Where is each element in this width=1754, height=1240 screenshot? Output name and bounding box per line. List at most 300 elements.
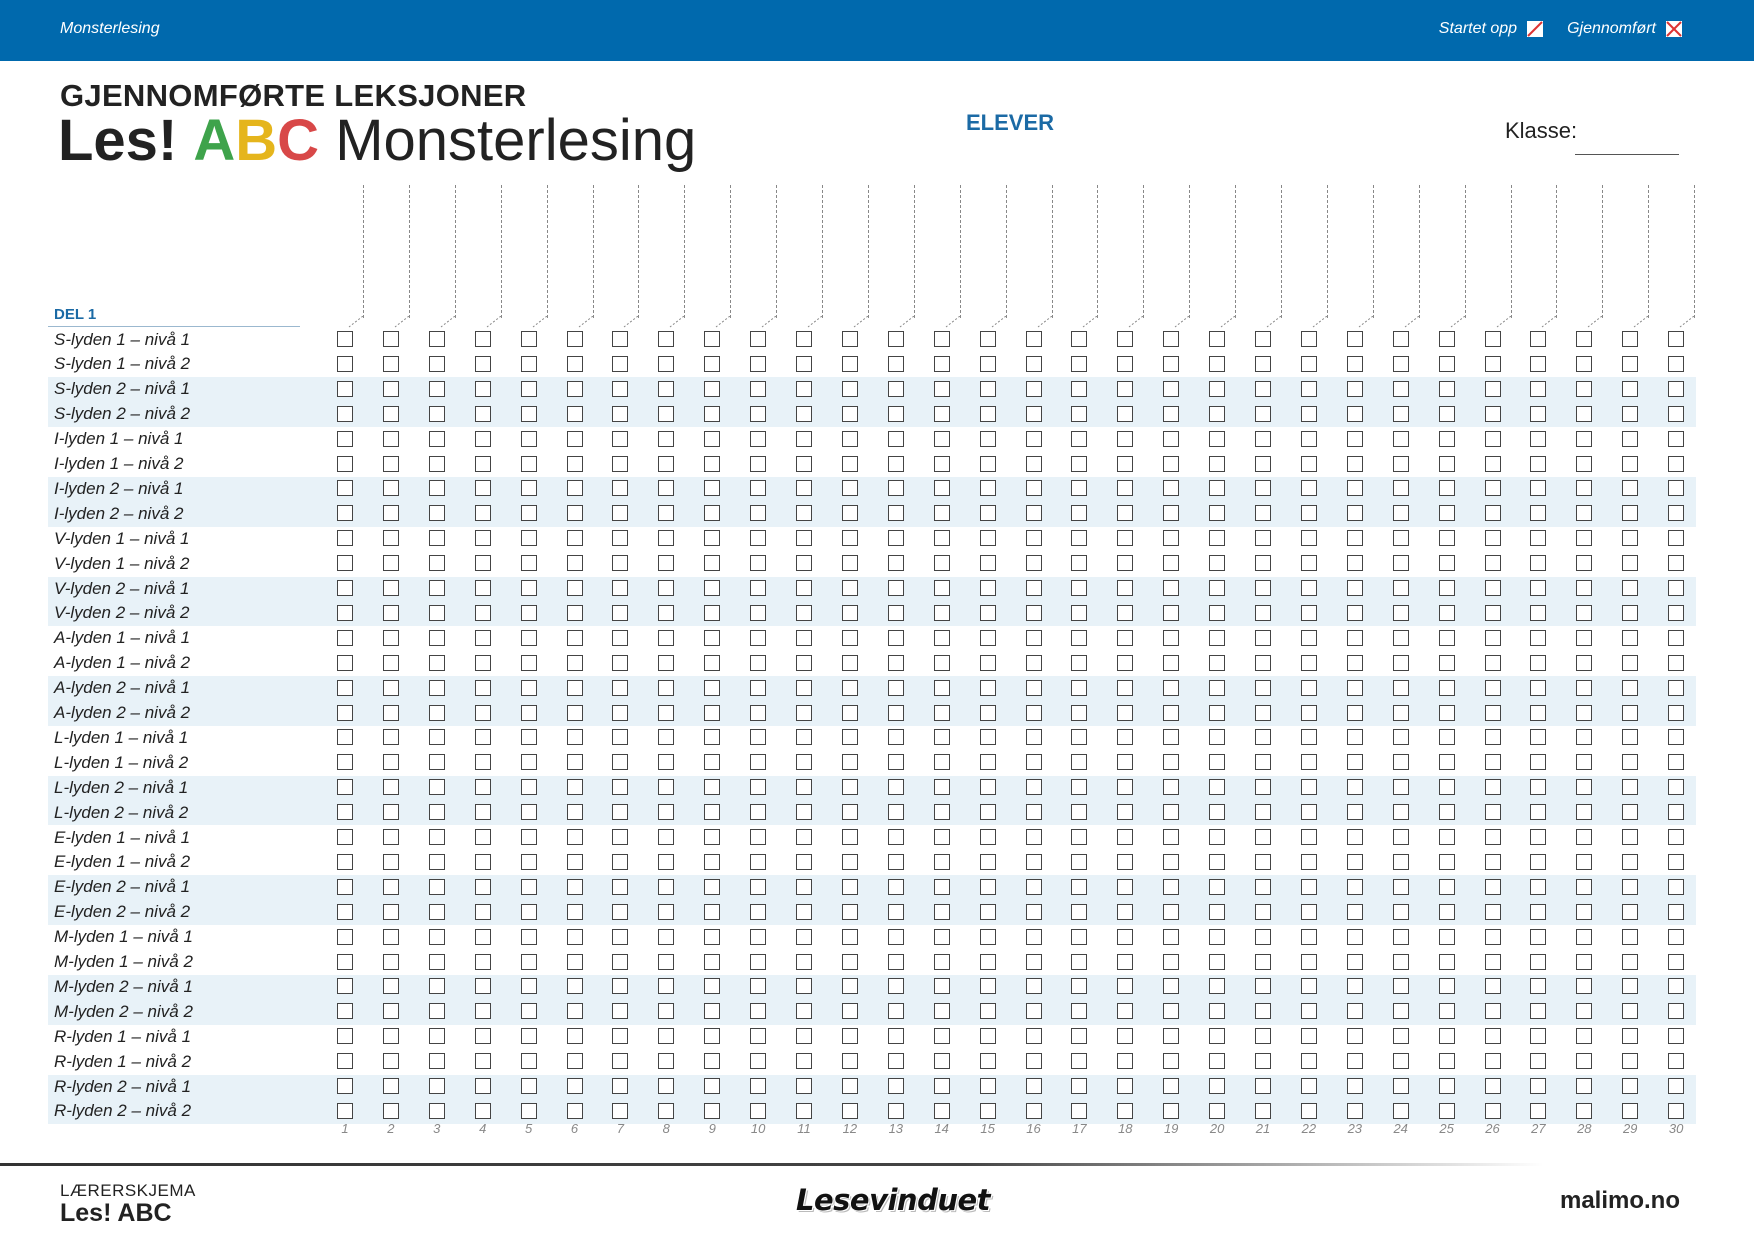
lesson-checkbox[interactable] — [750, 530, 766, 546]
lesson-checkbox[interactable] — [612, 406, 628, 422]
lesson-checkbox[interactable] — [1622, 381, 1638, 397]
lesson-checkbox[interactable] — [1530, 1028, 1546, 1044]
lesson-checkbox[interactable] — [934, 1003, 950, 1019]
lesson-checkbox[interactable] — [1117, 904, 1133, 920]
lesson-checkbox[interactable] — [1026, 729, 1042, 745]
lesson-checkbox[interactable] — [567, 530, 583, 546]
lesson-checkbox[interactable] — [1071, 705, 1087, 721]
lesson-checkbox[interactable] — [980, 655, 996, 671]
lesson-checkbox[interactable] — [888, 406, 904, 422]
lesson-checkbox[interactable] — [1530, 1078, 1546, 1094]
lesson-checkbox[interactable] — [1576, 829, 1592, 845]
lesson-checkbox[interactable] — [521, 505, 537, 521]
lesson-checkbox[interactable] — [1255, 705, 1271, 721]
lesson-checkbox[interactable] — [1439, 1053, 1455, 1069]
lesson-checkbox[interactable] — [475, 754, 491, 770]
lesson-checkbox[interactable] — [842, 705, 858, 721]
lesson-checkbox[interactable] — [1117, 655, 1133, 671]
lesson-checkbox[interactable] — [1393, 1053, 1409, 1069]
lesson-checkbox[interactable] — [1255, 580, 1271, 596]
lesson-checkbox[interactable] — [1576, 729, 1592, 745]
lesson-checkbox[interactable] — [1530, 530, 1546, 546]
lesson-checkbox[interactable] — [704, 779, 720, 795]
lesson-checkbox[interactable] — [658, 331, 674, 347]
lesson-checkbox[interactable] — [842, 754, 858, 770]
lesson-checkbox[interactable] — [383, 1003, 399, 1019]
lesson-checkbox[interactable] — [934, 655, 950, 671]
lesson-checkbox[interactable] — [1530, 480, 1546, 496]
lesson-checkbox[interactable] — [658, 630, 674, 646]
lesson-checkbox[interactable] — [1347, 580, 1363, 596]
lesson-checkbox[interactable] — [980, 680, 996, 696]
lesson-checkbox[interactable] — [1668, 630, 1684, 646]
lesson-checkbox[interactable] — [704, 381, 720, 397]
lesson-checkbox[interactable] — [429, 1078, 445, 1094]
lesson-checkbox[interactable] — [1117, 978, 1133, 994]
lesson-checkbox[interactable] — [1576, 431, 1592, 447]
lesson-checkbox[interactable] — [475, 605, 491, 621]
lesson-checkbox[interactable] — [796, 356, 812, 372]
lesson-checkbox[interactable] — [796, 480, 812, 496]
lesson-checkbox[interactable] — [1622, 431, 1638, 447]
lesson-checkbox[interactable] — [1485, 705, 1501, 721]
lesson-checkbox[interactable] — [1026, 929, 1042, 945]
lesson-checkbox[interactable] — [521, 655, 537, 671]
lesson-checkbox[interactable] — [1255, 431, 1271, 447]
lesson-checkbox[interactable] — [980, 331, 996, 347]
lesson-checkbox[interactable] — [1393, 1078, 1409, 1094]
lesson-checkbox[interactable] — [1163, 530, 1179, 546]
lesson-checkbox[interactable] — [1255, 480, 1271, 496]
lesson-checkbox[interactable] — [842, 680, 858, 696]
lesson-checkbox[interactable] — [704, 655, 720, 671]
lesson-checkbox[interactable] — [1163, 580, 1179, 596]
lesson-checkbox[interactable] — [1163, 1028, 1179, 1044]
lesson-checkbox[interactable] — [1255, 605, 1271, 621]
lesson-checkbox[interactable] — [888, 456, 904, 472]
lesson-checkbox[interactable] — [612, 630, 628, 646]
lesson-checkbox[interactable] — [842, 929, 858, 945]
lesson-checkbox[interactable] — [475, 854, 491, 870]
lesson-checkbox[interactable] — [567, 1053, 583, 1069]
lesson-checkbox[interactable] — [1393, 630, 1409, 646]
lesson-checkbox[interactable] — [1439, 605, 1455, 621]
lesson-checkbox[interactable] — [612, 530, 628, 546]
lesson-checkbox[interactable] — [1485, 505, 1501, 521]
lesson-checkbox[interactable] — [475, 1078, 491, 1094]
lesson-checkbox[interactable] — [1622, 480, 1638, 496]
lesson-checkbox[interactable] — [704, 879, 720, 895]
lesson-checkbox[interactable] — [567, 705, 583, 721]
lesson-checkbox[interactable] — [1071, 1028, 1087, 1044]
lesson-checkbox[interactable] — [1530, 754, 1546, 770]
lesson-checkbox[interactable] — [796, 705, 812, 721]
lesson-checkbox[interactable] — [750, 456, 766, 472]
lesson-checkbox[interactable] — [521, 555, 537, 571]
lesson-checkbox[interactable] — [842, 1103, 858, 1119]
lesson-checkbox[interactable] — [1117, 804, 1133, 820]
lesson-checkbox[interactable] — [1393, 580, 1409, 596]
lesson-checkbox[interactable] — [1393, 954, 1409, 970]
lesson-checkbox[interactable] — [567, 978, 583, 994]
lesson-checkbox[interactable] — [429, 655, 445, 671]
lesson-checkbox[interactable] — [1117, 1003, 1133, 1019]
lesson-checkbox[interactable] — [1622, 729, 1638, 745]
lesson-checkbox[interactable] — [1255, 904, 1271, 920]
lesson-checkbox[interactable] — [1163, 680, 1179, 696]
lesson-checkbox[interactable] — [1117, 605, 1133, 621]
lesson-checkbox[interactable] — [1301, 680, 1317, 696]
lesson-checkbox[interactable] — [567, 779, 583, 795]
lesson-checkbox[interactable] — [1301, 480, 1317, 496]
lesson-checkbox[interactable] — [567, 655, 583, 671]
lesson-checkbox[interactable] — [1485, 879, 1501, 895]
lesson-checkbox[interactable] — [980, 555, 996, 571]
lesson-checkbox[interactable] — [383, 954, 399, 970]
lesson-checkbox[interactable] — [1576, 804, 1592, 820]
lesson-checkbox[interactable] — [337, 580, 353, 596]
lesson-checkbox[interactable] — [1301, 754, 1317, 770]
lesson-checkbox[interactable] — [704, 480, 720, 496]
lesson-checkbox[interactable] — [1026, 356, 1042, 372]
lesson-checkbox[interactable] — [1026, 505, 1042, 521]
lesson-checkbox[interactable] — [1301, 431, 1317, 447]
lesson-checkbox[interactable] — [1026, 605, 1042, 621]
lesson-checkbox[interactable] — [888, 1078, 904, 1094]
lesson-checkbox[interactable] — [1668, 456, 1684, 472]
lesson-checkbox[interactable] — [934, 1078, 950, 1094]
lesson-checkbox[interactable] — [934, 555, 950, 571]
lesson-checkbox[interactable] — [1071, 456, 1087, 472]
lesson-checkbox[interactable] — [1485, 1053, 1501, 1069]
lesson-checkbox[interactable] — [1439, 431, 1455, 447]
lesson-checkbox[interactable] — [1576, 331, 1592, 347]
lesson-checkbox[interactable] — [1485, 929, 1501, 945]
lesson-checkbox[interactable] — [1485, 854, 1501, 870]
lesson-checkbox[interactable] — [1117, 1078, 1133, 1094]
lesson-checkbox[interactable] — [1393, 555, 1409, 571]
lesson-checkbox[interactable] — [429, 505, 445, 521]
lesson-checkbox[interactable] — [1485, 904, 1501, 920]
lesson-checkbox[interactable] — [521, 381, 537, 397]
lesson-checkbox[interactable] — [1485, 1103, 1501, 1119]
lesson-checkbox[interactable] — [750, 680, 766, 696]
lesson-checkbox[interactable] — [1347, 705, 1363, 721]
lesson-checkbox[interactable] — [429, 978, 445, 994]
lesson-checkbox[interactable] — [704, 680, 720, 696]
lesson-checkbox[interactable] — [567, 804, 583, 820]
lesson-checkbox[interactable] — [1393, 655, 1409, 671]
lesson-checkbox[interactable] — [1347, 431, 1363, 447]
lesson-checkbox[interactable] — [1393, 804, 1409, 820]
lesson-checkbox[interactable] — [1209, 854, 1225, 870]
lesson-checkbox[interactable] — [521, 954, 537, 970]
lesson-checkbox[interactable] — [1668, 854, 1684, 870]
lesson-checkbox[interactable] — [1163, 555, 1179, 571]
lesson-checkbox[interactable] — [521, 605, 537, 621]
lesson-checkbox[interactable] — [1117, 555, 1133, 571]
lesson-checkbox[interactable] — [1576, 1078, 1592, 1094]
lesson-checkbox[interactable] — [521, 879, 537, 895]
lesson-checkbox[interactable] — [1255, 954, 1271, 970]
lesson-checkbox[interactable] — [1301, 954, 1317, 970]
lesson-checkbox[interactable] — [1668, 1103, 1684, 1119]
lesson-checkbox[interactable] — [1393, 754, 1409, 770]
lesson-checkbox[interactable] — [796, 854, 812, 870]
lesson-checkbox[interactable] — [1255, 1028, 1271, 1044]
lesson-checkbox[interactable] — [337, 655, 353, 671]
lesson-checkbox[interactable] — [567, 1003, 583, 1019]
lesson-checkbox[interactable] — [1209, 904, 1225, 920]
lesson-checkbox[interactable] — [1622, 456, 1638, 472]
lesson-checkbox[interactable] — [1163, 929, 1179, 945]
lesson-checkbox[interactable] — [1622, 904, 1638, 920]
lesson-checkbox[interactable] — [796, 555, 812, 571]
lesson-checkbox[interactable] — [1117, 630, 1133, 646]
lesson-checkbox[interactable] — [1530, 630, 1546, 646]
lesson-checkbox[interactable] — [1622, 1003, 1638, 1019]
lesson-checkbox[interactable] — [383, 729, 399, 745]
lesson-checkbox[interactable] — [521, 680, 537, 696]
lesson-checkbox[interactable] — [612, 655, 628, 671]
lesson-checkbox[interactable] — [1576, 954, 1592, 970]
lesson-checkbox[interactable] — [612, 705, 628, 721]
lesson-checkbox[interactable] — [1209, 1103, 1225, 1119]
lesson-checkbox[interactable] — [934, 779, 950, 795]
lesson-checkbox[interactable] — [1163, 854, 1179, 870]
lesson-checkbox[interactable] — [1393, 779, 1409, 795]
lesson-checkbox[interactable] — [612, 729, 628, 745]
lesson-checkbox[interactable] — [1117, 1053, 1133, 1069]
lesson-checkbox[interactable] — [842, 729, 858, 745]
lesson-checkbox[interactable] — [383, 580, 399, 596]
lesson-checkbox[interactable] — [1255, 456, 1271, 472]
lesson-checkbox[interactable] — [475, 680, 491, 696]
lesson-checkbox[interactable] — [1026, 1103, 1042, 1119]
lesson-checkbox[interactable] — [1209, 605, 1225, 621]
lesson-checkbox[interactable] — [750, 779, 766, 795]
lesson-checkbox[interactable] — [658, 854, 674, 870]
lesson-checkbox[interactable] — [934, 456, 950, 472]
lesson-checkbox[interactable] — [567, 954, 583, 970]
lesson-checkbox[interactable] — [796, 879, 812, 895]
lesson-checkbox[interactable] — [1485, 630, 1501, 646]
lesson-checkbox[interactable] — [934, 406, 950, 422]
lesson-checkbox[interactable] — [796, 580, 812, 596]
lesson-checkbox[interactable] — [383, 680, 399, 696]
lesson-checkbox[interactable] — [888, 729, 904, 745]
lesson-checkbox[interactable] — [704, 729, 720, 745]
lesson-checkbox[interactable] — [383, 505, 399, 521]
lesson-checkbox[interactable] — [1255, 406, 1271, 422]
lesson-checkbox[interactable] — [796, 804, 812, 820]
lesson-checkbox[interactable] — [612, 1028, 628, 1044]
lesson-checkbox[interactable] — [1163, 406, 1179, 422]
lesson-checkbox[interactable] — [1163, 655, 1179, 671]
lesson-checkbox[interactable] — [1439, 555, 1455, 571]
lesson-checkbox[interactable] — [1301, 456, 1317, 472]
lesson-checkbox[interactable] — [475, 456, 491, 472]
lesson-checkbox[interactable] — [1576, 680, 1592, 696]
lesson-checkbox[interactable] — [1347, 456, 1363, 472]
lesson-checkbox[interactable] — [1393, 829, 1409, 845]
lesson-checkbox[interactable] — [980, 929, 996, 945]
lesson-checkbox[interactable] — [750, 406, 766, 422]
lesson-checkbox[interactable] — [475, 356, 491, 372]
lesson-checkbox[interactable] — [1163, 779, 1179, 795]
lesson-checkbox[interactable] — [1668, 555, 1684, 571]
lesson-checkbox[interactable] — [842, 480, 858, 496]
lesson-checkbox[interactable] — [888, 655, 904, 671]
lesson-checkbox[interactable] — [567, 431, 583, 447]
lesson-checkbox[interactable] — [1301, 356, 1317, 372]
lesson-checkbox[interactable] — [1530, 580, 1546, 596]
lesson-checkbox[interactable] — [475, 729, 491, 745]
lesson-checkbox[interactable] — [888, 680, 904, 696]
lesson-checkbox[interactable] — [1576, 879, 1592, 895]
lesson-checkbox[interactable] — [1393, 1003, 1409, 1019]
lesson-checkbox[interactable] — [1668, 480, 1684, 496]
lesson-checkbox[interactable] — [980, 1003, 996, 1019]
lesson-checkbox[interactable] — [1255, 779, 1271, 795]
lesson-checkbox[interactable] — [704, 580, 720, 596]
lesson-checkbox[interactable] — [567, 456, 583, 472]
lesson-checkbox[interactable] — [337, 431, 353, 447]
lesson-checkbox[interactable] — [1622, 580, 1638, 596]
lesson-checkbox[interactable] — [1668, 729, 1684, 745]
lesson-checkbox[interactable] — [1485, 1028, 1501, 1044]
lesson-checkbox[interactable] — [1026, 331, 1042, 347]
lesson-checkbox[interactable] — [658, 1053, 674, 1069]
lesson-checkbox[interactable] — [567, 680, 583, 696]
lesson-checkbox[interactable] — [980, 978, 996, 994]
lesson-checkbox[interactable] — [1209, 705, 1225, 721]
lesson-checkbox[interactable] — [1393, 1103, 1409, 1119]
lesson-checkbox[interactable] — [888, 331, 904, 347]
lesson-checkbox[interactable] — [1530, 1003, 1546, 1019]
lesson-checkbox[interactable] — [888, 1028, 904, 1044]
lesson-checkbox[interactable] — [1347, 530, 1363, 546]
lesson-checkbox[interactable] — [1209, 356, 1225, 372]
lesson-checkbox[interactable] — [1071, 729, 1087, 745]
lesson-checkbox[interactable] — [475, 705, 491, 721]
lesson-checkbox[interactable] — [1255, 356, 1271, 372]
lesson-checkbox[interactable] — [980, 879, 996, 895]
lesson-checkbox[interactable] — [1071, 655, 1087, 671]
lesson-checkbox[interactable] — [1117, 505, 1133, 521]
lesson-checkbox[interactable] — [704, 555, 720, 571]
lesson-checkbox[interactable] — [383, 754, 399, 770]
lesson-checkbox[interactable] — [429, 605, 445, 621]
lesson-checkbox[interactable] — [888, 779, 904, 795]
lesson-checkbox[interactable] — [796, 1103, 812, 1119]
lesson-checkbox[interactable] — [429, 630, 445, 646]
lesson-checkbox[interactable] — [658, 754, 674, 770]
lesson-checkbox[interactable] — [1026, 779, 1042, 795]
lesson-checkbox[interactable] — [796, 605, 812, 621]
lesson-checkbox[interactable] — [796, 978, 812, 994]
lesson-checkbox[interactable] — [1530, 605, 1546, 621]
lesson-checkbox[interactable] — [796, 505, 812, 521]
lesson-checkbox[interactable] — [796, 456, 812, 472]
lesson-checkbox[interactable] — [1439, 456, 1455, 472]
lesson-checkbox[interactable] — [521, 456, 537, 472]
lesson-checkbox[interactable] — [888, 1053, 904, 1069]
lesson-checkbox[interactable] — [842, 356, 858, 372]
lesson-checkbox[interactable] — [658, 1028, 674, 1044]
lesson-checkbox[interactable] — [521, 1028, 537, 1044]
lesson-checkbox[interactable] — [521, 630, 537, 646]
lesson-checkbox[interactable] — [1347, 1103, 1363, 1119]
lesson-checkbox[interactable] — [612, 754, 628, 770]
lesson-checkbox[interactable] — [1622, 406, 1638, 422]
lesson-checkbox[interactable] — [1622, 779, 1638, 795]
lesson-checkbox[interactable] — [1209, 879, 1225, 895]
lesson-checkbox[interactable] — [1301, 879, 1317, 895]
lesson-checkbox[interactable] — [521, 356, 537, 372]
lesson-checkbox[interactable] — [521, 1078, 537, 1094]
lesson-checkbox[interactable] — [337, 555, 353, 571]
lesson-checkbox[interactable] — [1576, 655, 1592, 671]
lesson-checkbox[interactable] — [1026, 406, 1042, 422]
lesson-checkbox[interactable] — [842, 580, 858, 596]
lesson-checkbox[interactable] — [980, 1053, 996, 1069]
lesson-checkbox[interactable] — [1301, 1028, 1317, 1044]
lesson-checkbox[interactable] — [1347, 879, 1363, 895]
lesson-checkbox[interactable] — [1209, 929, 1225, 945]
lesson-checkbox[interactable] — [750, 1003, 766, 1019]
lesson-checkbox[interactable] — [842, 904, 858, 920]
lesson-checkbox[interactable] — [1668, 779, 1684, 795]
lesson-checkbox[interactable] — [1301, 729, 1317, 745]
lesson-checkbox[interactable] — [1485, 356, 1501, 372]
lesson-checkbox[interactable] — [383, 904, 399, 920]
lesson-checkbox[interactable] — [429, 804, 445, 820]
lesson-checkbox[interactable] — [1026, 555, 1042, 571]
lesson-checkbox[interactable] — [337, 829, 353, 845]
lesson-checkbox[interactable] — [1163, 879, 1179, 895]
lesson-checkbox[interactable] — [934, 929, 950, 945]
lesson-checkbox[interactable] — [521, 929, 537, 945]
lesson-checkbox[interactable] — [658, 705, 674, 721]
lesson-checkbox[interactable] — [888, 879, 904, 895]
lesson-checkbox[interactable] — [429, 1053, 445, 1069]
lesson-checkbox[interactable] — [1071, 804, 1087, 820]
lesson-checkbox[interactable] — [750, 555, 766, 571]
lesson-checkbox[interactable] — [1255, 829, 1271, 845]
lesson-checkbox[interactable] — [1071, 754, 1087, 770]
lesson-checkbox[interactable] — [658, 381, 674, 397]
lesson-checkbox[interactable] — [475, 331, 491, 347]
lesson-checkbox[interactable] — [1530, 904, 1546, 920]
lesson-checkbox[interactable] — [337, 804, 353, 820]
lesson-checkbox[interactable] — [429, 1103, 445, 1119]
lesson-checkbox[interactable] — [383, 431, 399, 447]
lesson-checkbox[interactable] — [1163, 605, 1179, 621]
lesson-checkbox[interactable] — [1163, 480, 1179, 496]
lesson-checkbox[interactable] — [383, 480, 399, 496]
lesson-checkbox[interactable] — [1209, 779, 1225, 795]
lesson-checkbox[interactable] — [1393, 456, 1409, 472]
lesson-checkbox[interactable] — [1117, 431, 1133, 447]
lesson-checkbox[interactable] — [842, 655, 858, 671]
lesson-checkbox[interactable] — [934, 580, 950, 596]
lesson-checkbox[interactable] — [1668, 580, 1684, 596]
lesson-checkbox[interactable] — [1026, 879, 1042, 895]
lesson-checkbox[interactable] — [1668, 1078, 1684, 1094]
lesson-checkbox[interactable] — [796, 929, 812, 945]
lesson-checkbox[interactable] — [429, 680, 445, 696]
